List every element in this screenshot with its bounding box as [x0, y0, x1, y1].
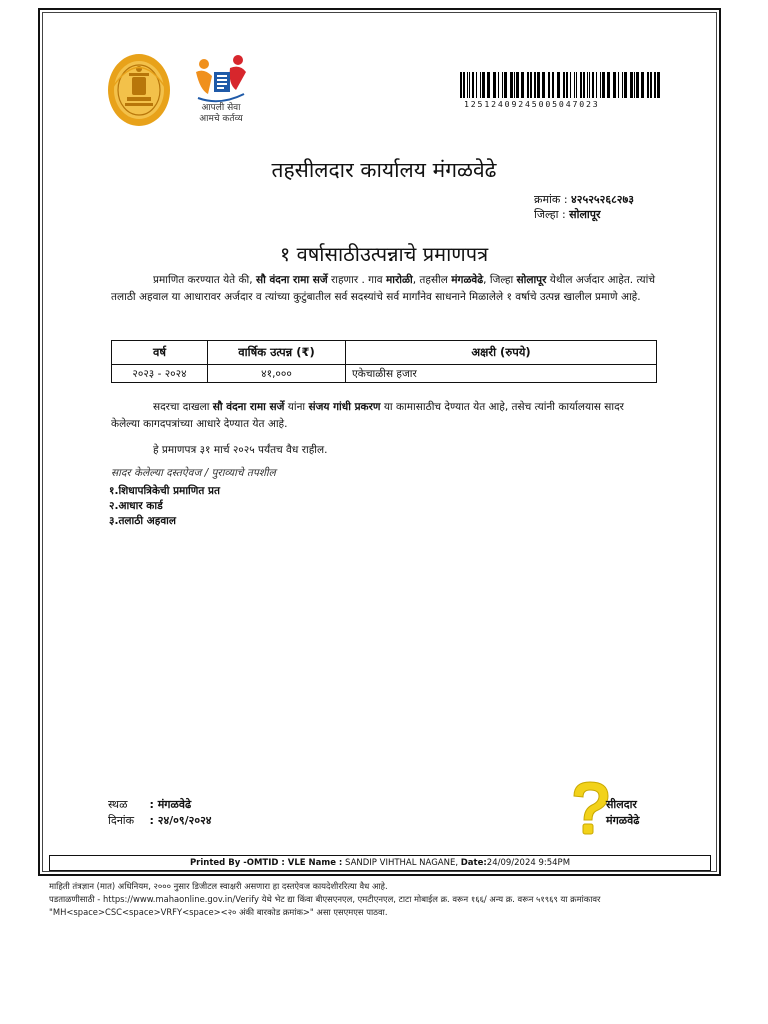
document-item-1: १.शिधापत्रिकेची प्रमाणित प्रत — [109, 485, 220, 497]
para1-text4: , जिल्हा — [483, 274, 514, 286]
printed-by-bar — [49, 855, 711, 871]
validity-paragraph — [111, 442, 656, 459]
barcode — [460, 72, 660, 98]
header-year: वर्ष — [112, 341, 208, 365]
validity-text: हे प्रमाणपत्र ३१ मार्च २०२५ पर्यंतच वैध राहील. — [153, 444, 328, 456]
place-label: स्थळ — [108, 798, 128, 811]
date-row — [108, 813, 212, 829]
date-label: दिनांक — [108, 814, 135, 827]
para1-text3: , तहसील — [412, 274, 448, 286]
cell-year: २०२३ - २०२४ — [112, 365, 208, 383]
para1-text2: राहणार . गाव — [330, 274, 383, 286]
para1-text5: येथील अर्जदार आहेत. त्यांचे तलाठी अहवाल या आधारावर अर्जदार व त्यांच्या कुटुंबातील सर्व सदस्यांचे सर्व मार्गांनेव साधनाने मिळालेले १ वर्षाचे उत्पन्न खालील प्रमाणे आहे. — [111, 274, 656, 303]
signatory-line1: सीलदार — [606, 798, 637, 811]
certification-paragraph — [111, 272, 656, 306]
documents-list — [109, 484, 220, 529]
reference-number-row — [534, 192, 634, 207]
village-name: मारोळी — [386, 274, 413, 286]
purpose-paragraph — [111, 399, 656, 433]
place-row — [108, 797, 212, 813]
logo-tagline — [188, 103, 254, 125]
para2-text3: या कामासाठीच देण्यात येत आहे, तसेच त्यांनी कार्यालयास सादर केलेल्या कागदपत्रांच्या आधारे देण्यात येत आहे. — [111, 401, 624, 430]
applicant-name-2: सौ वंदना रामा सर्जे — [212, 401, 285, 413]
maharashtra-seal-icon — [107, 53, 171, 127]
header-annual-income: वार्षिक उत्पन्न (₹) — [208, 341, 346, 365]
list-item — [109, 499, 220, 514]
documents-heading: सादर केलेल्या दस्तऐवज / पुराव्याचे तपशील — [111, 467, 276, 479]
disclaimer-line1: माहिती तंत्रज्ञान (मात) अधिनियम, २००० नुसार डिजीटल स्वाक्षरी असणारा हा दस्तऐवज कायदेशीररित्या वैध आहे. — [49, 881, 388, 891]
cell-amount: ४१,००० — [208, 365, 346, 383]
barcode-number: 1251240924500504702З — [464, 99, 600, 109]
office-title: तहसीलदार कार्यालय मंगळवेढे — [271, 158, 497, 182]
printed-by-name: SANDIP VIHTHAL NAGANE, — [345, 858, 459, 868]
income-table-header — [112, 341, 657, 365]
date-value: : २४/०९/२०२४ — [149, 814, 212, 827]
disclaimer-line3: "MH<space>CSC<space>VRFY<space><२० अंकी बारकोड क्रमांक>" असा एसएमएस पाठवा. — [49, 907, 388, 917]
para1-text1: प्रमाणित करण्यात येते की, — [153, 274, 253, 286]
district-name: सोलापूर — [516, 274, 547, 286]
list-item — [109, 514, 220, 529]
applicant-name: सौ वंदना रामा सर्जे — [255, 274, 328, 286]
signatory-line2: मंगळवेढे — [606, 814, 640, 827]
signatory-block — [606, 797, 639, 829]
logo-tagline-line2: आमचे कर्तव्य — [199, 114, 243, 124]
place-value: : मंगळवेढे — [149, 798, 192, 811]
logo-tagline-line1: आपली सेवा — [201, 103, 241, 113]
disclaimer-line2: पडताळणीसाठी - https://www.mahaonline.gov.in/Verify येथे भेट द्या किंवा बीएसएनएल, एमटीएनएल, टाटा मोबाईल क्र. वरून १६६/ अन्य क्र. वरून ५१९६९ या क्रमांकावर — [49, 894, 601, 904]
disclaimer — [49, 880, 739, 919]
purpose-name: संजय गांधी प्रकरण — [308, 401, 381, 413]
cell-words: एकेचाळीस हजार — [346, 365, 657, 383]
district-label: जिल्हा : — [534, 208, 566, 221]
document-item-2: २.आधार कार्ड — [109, 500, 163, 512]
table-row — [112, 365, 657, 383]
para2-text2: यांना — [287, 401, 306, 413]
reference-block — [534, 192, 634, 222]
place-date-block — [108, 797, 212, 829]
printed-by-date: 24/09/2024 9:54PM — [486, 858, 571, 868]
income-table — [111, 340, 657, 383]
header-in-words: अक्षरी (रुपये) — [346, 341, 657, 365]
printed-by-prefix: Printed By -OMTID : VLE Name : — [189, 858, 343, 868]
certificate-title: १ वर्षासाठीउत्पन्नाचे प्रमाणपत्र — [279, 242, 489, 266]
district-value: सोलापूर — [569, 208, 601, 221]
reference-number-value: ४२५२५२६८२७३ — [571, 193, 634, 206]
taluka-name: मंगळवेढे — [451, 274, 484, 286]
district-row — [534, 207, 634, 222]
document-item-3: ३.तलाठी अहवाल — [109, 515, 177, 527]
para2-text1: सदरचा दाखला — [153, 401, 210, 413]
reference-number-label: क्रमांक : — [534, 193, 568, 206]
printed-by-date-label: Date: — [460, 858, 487, 868]
list-item — [109, 484, 220, 499]
